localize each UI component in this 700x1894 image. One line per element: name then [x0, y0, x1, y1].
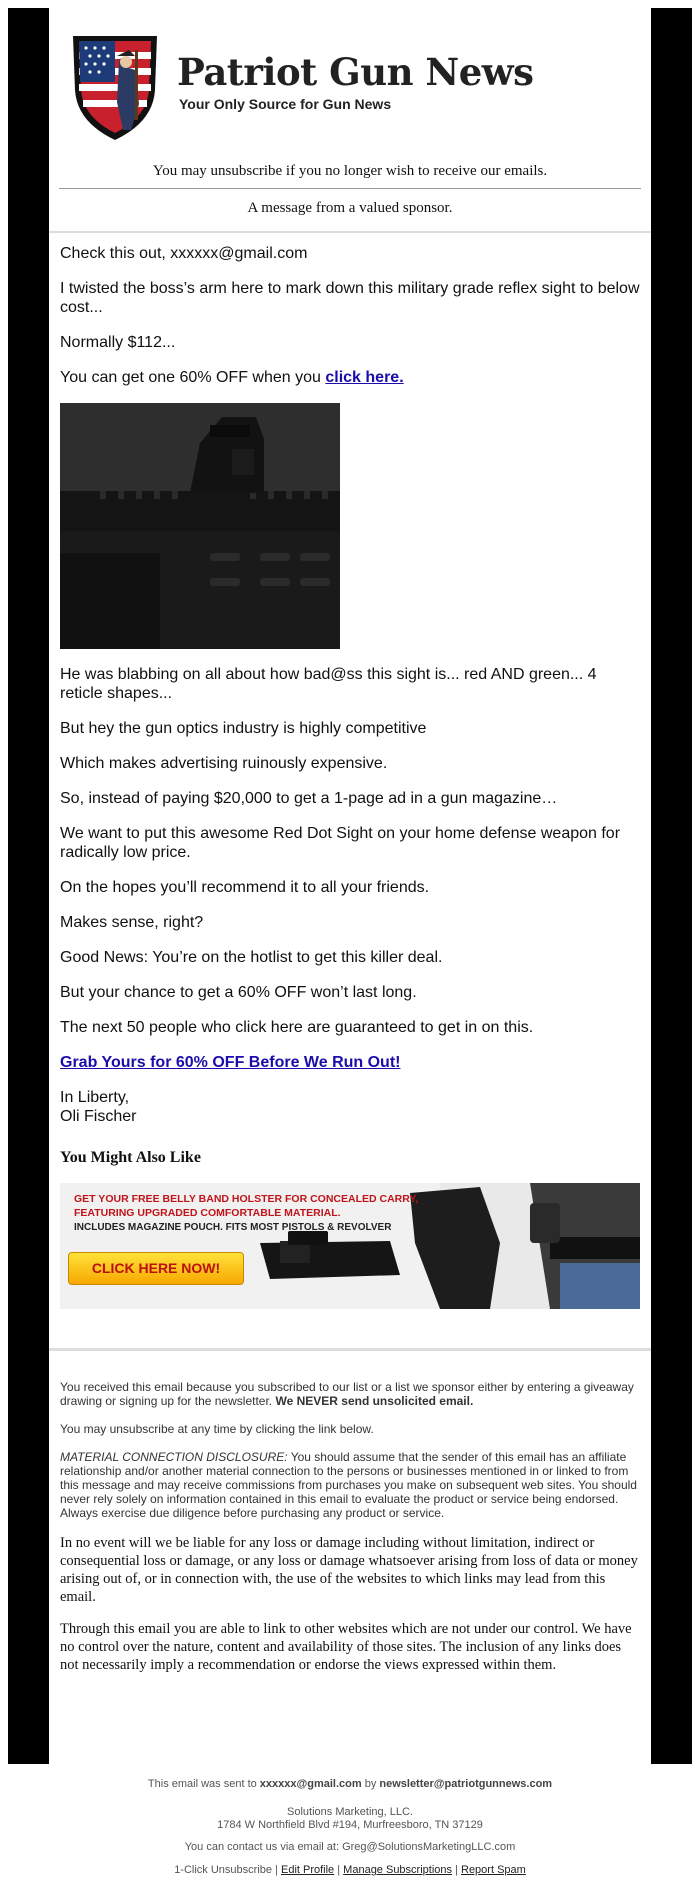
paragraph: The next 50 people who click here are guaranteed to get in on this.: [60, 1019, 534, 1036]
banner-detail: INCLUDES MAGAZINE POUCH. FITS MOST PISTOLS & REVOLVER: [74, 1222, 392, 1233]
signature: [60, 1088, 642, 1126]
paragraph: Which makes advertising ruinously expensive.: [60, 755, 388, 772]
edit-profile-link[interactable]: Edit Profile: [280, 1864, 335, 1876]
brand-subtitle: Your Only Source for Gun News: [179, 96, 392, 112]
email-body: [49, 8, 651, 1764]
paragraph: Normally $112...: [60, 334, 176, 351]
unsubscribe-info: You may unsubscribe at any time by clicking the link below.: [60, 1422, 374, 1436]
paragraph: I twisted the boss’s arm here to mark down this military grade reflex sight to below cost...: [60, 280, 640, 316]
disclosure-text: You should assume that the sender of this email has an affiliate relationship and/or another material connection to the persons or businesses mentioned in or linked to from this message and may receive commissions from purchases you make on subsequent web sites. You should never rely solely on information contained in this email to evaluate the product or service being endorsed. Always exercise due diligence before purchasing any product or service.: [60, 1450, 637, 1520]
contact-email: You can contact us via email at: Greg@SolutionsMarketingLLC.com: [184, 1841, 516, 1853]
unsubscribe-notice: You may unsubscribe if you no longer wish to receive our emails.: [152, 163, 548, 179]
click-here-now-button[interactable]: CLICK HERE NOW!: [68, 1252, 244, 1285]
rifle-sight-illustration: [60, 403, 340, 649]
separator: |: [452, 1864, 461, 1876]
paragraph: So, instead of paying $20,000 to get a 1-page ad in a gun magazine…: [60, 790, 558, 807]
banner-subline: FEATURING UPGRADED COMFORTABLE MATERIAL.: [74, 1207, 341, 1219]
email-content: [60, 244, 642, 1142]
greeting: Check this out, xxxxxx@gmail.com: [60, 245, 308, 262]
paragraph-text: You can get one 60% OFF when you: [60, 369, 326, 386]
no-spam-statement: We NEVER send unsolicited email.: [275, 1394, 474, 1408]
material-disclosure: [60, 1450, 642, 1520]
sender-email: newsletter@patriotgunnews.com: [379, 1778, 553, 1790]
report-spam-link[interactable]: Report Spam: [461, 1864, 526, 1876]
holster-ad-banner[interactable]: [60, 1183, 640, 1309]
sent-to-text: This email was sent to: [147, 1778, 260, 1790]
patriot-shield-logo: [69, 30, 161, 142]
banner-headline: GET YOUR FREE BELLY BAND HOLSTER FOR CONCEALED CARRY,: [74, 1193, 419, 1205]
sponsor-message: A message from a valued sponsor.: [247, 200, 453, 216]
paragraph: On the hopes you’ll recommend it to all your friends.: [60, 879, 430, 896]
paragraph: Makes sense, right?: [60, 914, 204, 931]
liability-disclaimer: In no event will we be liable for any loss or damage including without limitation, indirect or consequential loss or damage, or any loss or damage whatsoever arising from loss of data or money arising out of, or in connection with, the use of the websites to which links may lead from this email.: [60, 1535, 638, 1605]
signoff: In Liberty,: [60, 1089, 130, 1106]
sent-to-line: [0, 1778, 700, 1790]
recipient-email: xxxxxx@gmail.com: [259, 1778, 362, 1790]
divider: [49, 231, 651, 233]
signer-name: Oli Fischer: [60, 1108, 137, 1125]
brand-title: Patriot Gun News: [177, 50, 534, 94]
sent-by-text: by: [361, 1778, 380, 1790]
footer-links: [0, 1864, 700, 1876]
separator: |: [272, 1864, 281, 1876]
divider: [59, 188, 641, 189]
separator: |: [334, 1864, 344, 1876]
paragraph: Good News: You’re on the hotlist to get this killer deal.: [60, 949, 443, 966]
divider: [49, 1348, 651, 1351]
click-here-link[interactable]: click here.: [325, 369, 404, 386]
company-address: 1784 W Northfield Blvd #194, Murfreesboro, TN 37129: [217, 1819, 483, 1831]
cta-paragraph: [60, 1053, 642, 1072]
manage-subscriptions-link[interactable]: Manage Subscriptions: [343, 1864, 453, 1876]
email-footer: [60, 1380, 642, 1688]
reflex-sight-product-image[interactable]: [60, 403, 340, 649]
grab-yours-link[interactable]: Grab Yours for 60% OFF Before We Run Out!: [60, 1054, 401, 1071]
paragraph: But hey the gun optics industry is highly competitive: [60, 720, 427, 737]
disclosure-label: MATERIAL CONNECTION DISCLOSURE:: [60, 1450, 288, 1464]
paragraph: He was blabbing on all about how bad@ss this sight is... red AND green... 4 reticle shapes...: [60, 666, 597, 702]
external-links-notice: Through this email you are able to link to other websites which are not under our control. We have no control over the nature, content and availability of those sites. The inclusion of any links does not necessarily imply a recommendation or endorse the views expressed within them.: [60, 1621, 632, 1673]
subscription-reason-text: You received this email because you subscribed to our list or a list we sponsor either by entering a giveaway drawing or signing up for the newsletter.: [60, 1380, 634, 1408]
paragraph: But your chance to get a 60% OFF won’t last long.: [60, 984, 417, 1001]
company-name: Solutions Marketing, LLC.: [287, 1806, 413, 1818]
paragraph: We want to put this awesome Red Dot Sight on your home defense weapon for radically low price.: [60, 825, 621, 861]
paragraph: [60, 368, 642, 387]
one-click-unsubscribe[interactable]: 1-Click Unsubscribe: [174, 1864, 272, 1876]
email-header: [49, 8, 651, 158]
you-might-also-like-heading: You Might Also Like: [60, 1149, 201, 1166]
subscription-reason: [60, 1380, 642, 1408]
